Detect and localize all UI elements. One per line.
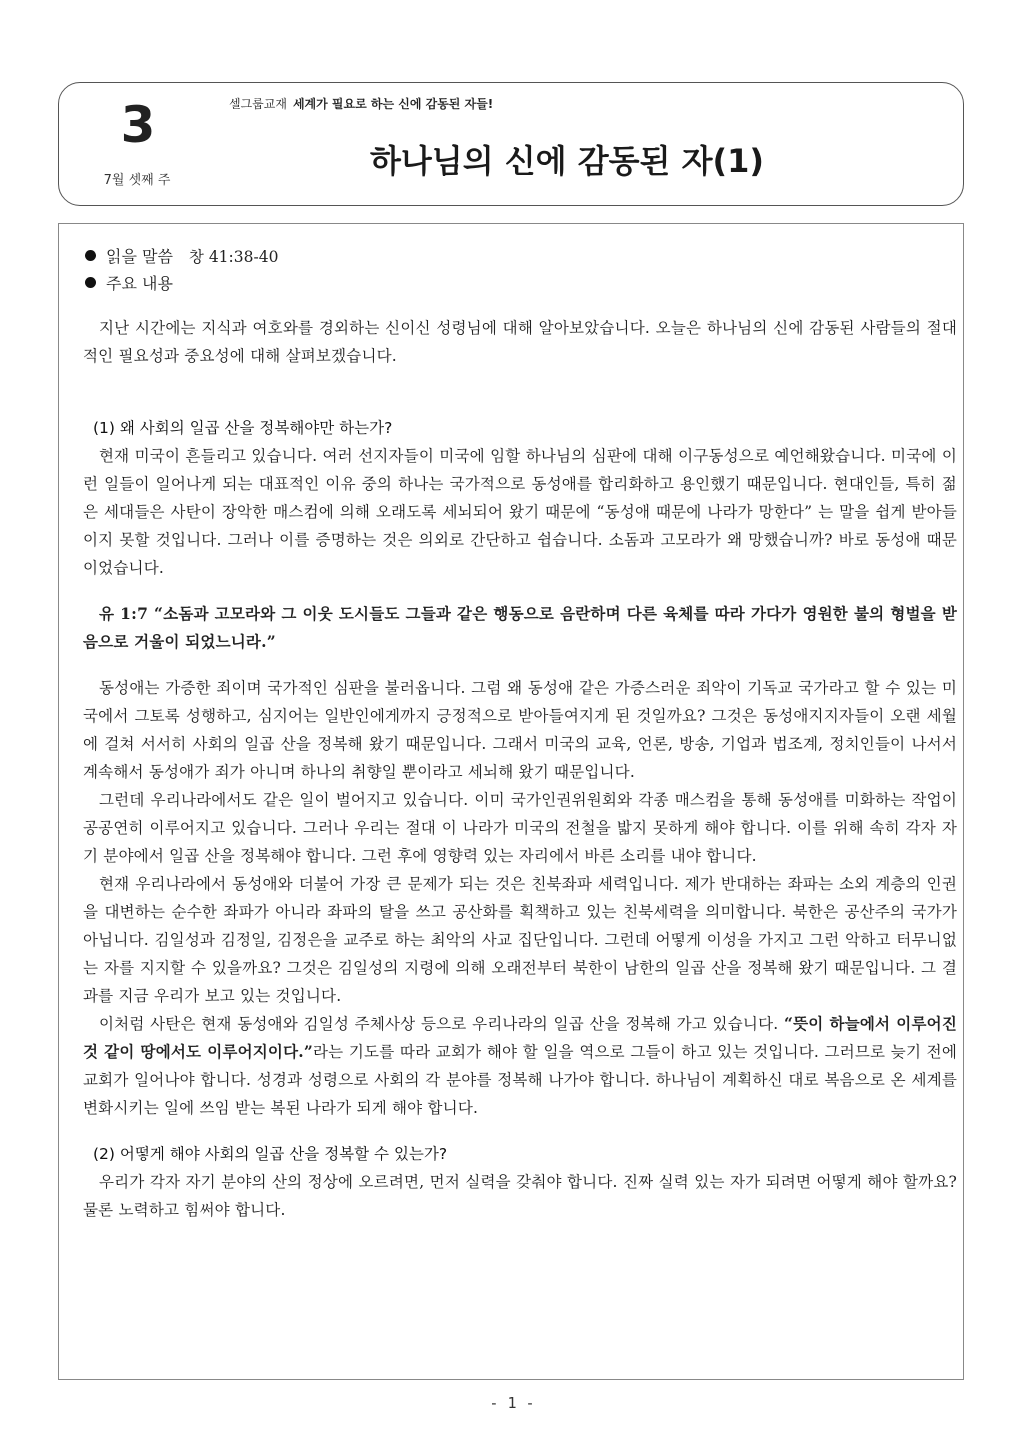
reading-line (83, 242, 957, 269)
series-line (229, 95, 493, 112)
content-body (83, 242, 957, 1224)
paragraph-text: 이처럼 사탄은 현재 동성애와 김일성 주체사상 등으로 우리나라의 일곱 산을 정복해 가고 있습니다. (99, 1015, 784, 1033)
section-heading-1: (1) 왜 사회의 일곱 산을 정복해야만 하는가? (93, 419, 393, 437)
lesson-week: 7월 셋째 주 (103, 173, 171, 188)
lesson-header (58, 82, 964, 206)
lesson-content (58, 223, 964, 1380)
bullet-dot-icon (85, 250, 96, 261)
lesson-number: 3 (120, 96, 156, 154)
paragraph: 현재 우리나라에서 동성애와 더불어 가장 큰 문제가 되는 것은 친북좌파 세력입니다. 제가 반대하는 좌파는 소외 계층의 인권을 대변하는 순수한 좌파가 아니라 좌파의 탈을 쓰고 공산화를 획책하고 있는 친북세력을 의미합니다. 북한은 공산주의 국가가 아닙니다. 김일성과 김정일, 김정은을 교주로 하는 최악의 사교 집단입니다. 그런데 어떻게 이성을 가지고 그런 악하고 터무니없는 자를 지지할 수 있을까요? 그것은 김일성의 지령에 의해 오래전부터 북한이 남한의 일곱 산을 정복해 왔기 때문입니다. 그 결과를 지금 우리가 보고 있는 것입니다. (83, 875, 957, 1005)
paragraph: 현재 미국이 흔들리고 있습니다. 여러 선지자들이 미국에 임할 하나님의 심판에 대해 이구동성으로 예언해왔습니다. 미국에 이런 일들이 일어나게 되는 대표적인 이유 중의 하나는 국가적으로 동성애를 합리화하고 용인했기 때문입니다. 현대인들, 특히 젊은 세대들은 사탄이 장악한 매스컴에 의해 오래도록 세뇌되어 왔기 때문에 “동성애 때문에 나라가 망한다” 는 말을 쉽게 받아들이지 못할 것입니다. 그러나 이를 증명하는 것은 의외로 간단하고 쉽습니다. 소돔과 고모라가 왜 망했습니까? 바로 동성애 때문이었습니다. (83, 447, 957, 577)
reading-label: 읽을 말씀 (106, 247, 173, 266)
reading-reference: 창 41:38-40 (188, 247, 279, 266)
paragraph: 우리가 각자 자기 분야의 산의 정상에 오르려면, 먼저 실력을 갖춰야 합니다. 진짜 실력 있는 자가 되려면 어떻게 해야 할까요? 물론 노력하고 힘써야 합니다. (83, 1173, 957, 1219)
paragraph: 그런데 우리나라에서도 같은 일이 벌어지고 있습니다. 이미 국가인권위원회와 각종 매스컴을 통해 동성애를 미화하는 작업이 공공연히 이루어지고 있습니다. 그러나 우리는 절대 이 나라가 미국의 전철을 밟지 못하게 해야 합니다. 이를 위해 속히 각자 자기 분야에서 일곱 산을 정복해야 합니다. 그런 후에 영향력 있는 자리에서 바른 소리를 내야 합니다. (83, 791, 957, 865)
paragraph: 동성애는 가증한 죄이며 국가적인 심판을 불러옵니다. 그럼 왜 동성애 같은 가증스러운 죄악이 기독교 국가라고 할 수 있는 미국에서 그토록 성행하고, 심지어는 일반인에게까지 긍정적으로 받아들여지게 된 것일까요? 그것은 동성애지지자들이 오랜 세월에 걸쳐 서서히 사회의 일곱 산을 정복해 왔기 때문입니다. 그래서 미국의 교육, 언론, 방송, 기업과 법조계, 정치인들이 나서서 계속해서 동성애가 죄가 아니며 하나의 취향일 뿐이라고 세뇌해 왔기 때문입니다. (83, 679, 957, 781)
series-title: 세계가 필요로 하는 신에 감동된 자들! (292, 97, 494, 111)
main-content-line (83, 269, 957, 296)
page-number: - 1 - (489, 1394, 535, 1412)
main-content-label: 주요 내용 (106, 274, 173, 293)
section-heading-2: (2) 어떻게 해야 사회의 일곱 산을 정복할 수 있는가? (93, 1145, 448, 1163)
prayer-quote: “뜻이 하늘에서 이루어진 것 같이 땅에서도 이루어지이다.” (83, 1014, 957, 1061)
series-label: 셀그룹교재 (229, 97, 287, 111)
bullet-dot-icon (85, 277, 96, 288)
intro-paragraph: 지난 시간에는 지식과 여호와를 경외하는 신이신 성령님에 대해 알아보았습니다. 오늘은 하나님의 신에 감동된 사람들의 절대적인 필요성과 중요성에 대해 살펴보겠습니다. (83, 319, 957, 365)
page-title: 하나님의 신에 감동된 자(1) (369, 142, 765, 180)
paragraph (83, 1010, 957, 1122)
scripture-verse: 유 1:7 “소돔과 고모라와 그 이웃 도시들도 그들과 같은 행동으로 음란하며 다른 육체를 따라 가다가 영원한 불의 형벌을 받음으로 거울이 되었느니라.” (83, 604, 957, 651)
paragraph-text: 라는 기도를 따라 교회가 해야 할 일을 역으로 그들이 하고 있는 것입니다. 그러므로 늦기 전에 교회가 일어나야 합니다. 성경과 성령으로 사회의 각 분야를 정복해 나가야 합니다. 하나님이 계획하신 대로 복음으로 온 세계를 변화시키는 일에 쓰임 받는 복된 나라가 되게 해야 합니다. (83, 1043, 957, 1117)
